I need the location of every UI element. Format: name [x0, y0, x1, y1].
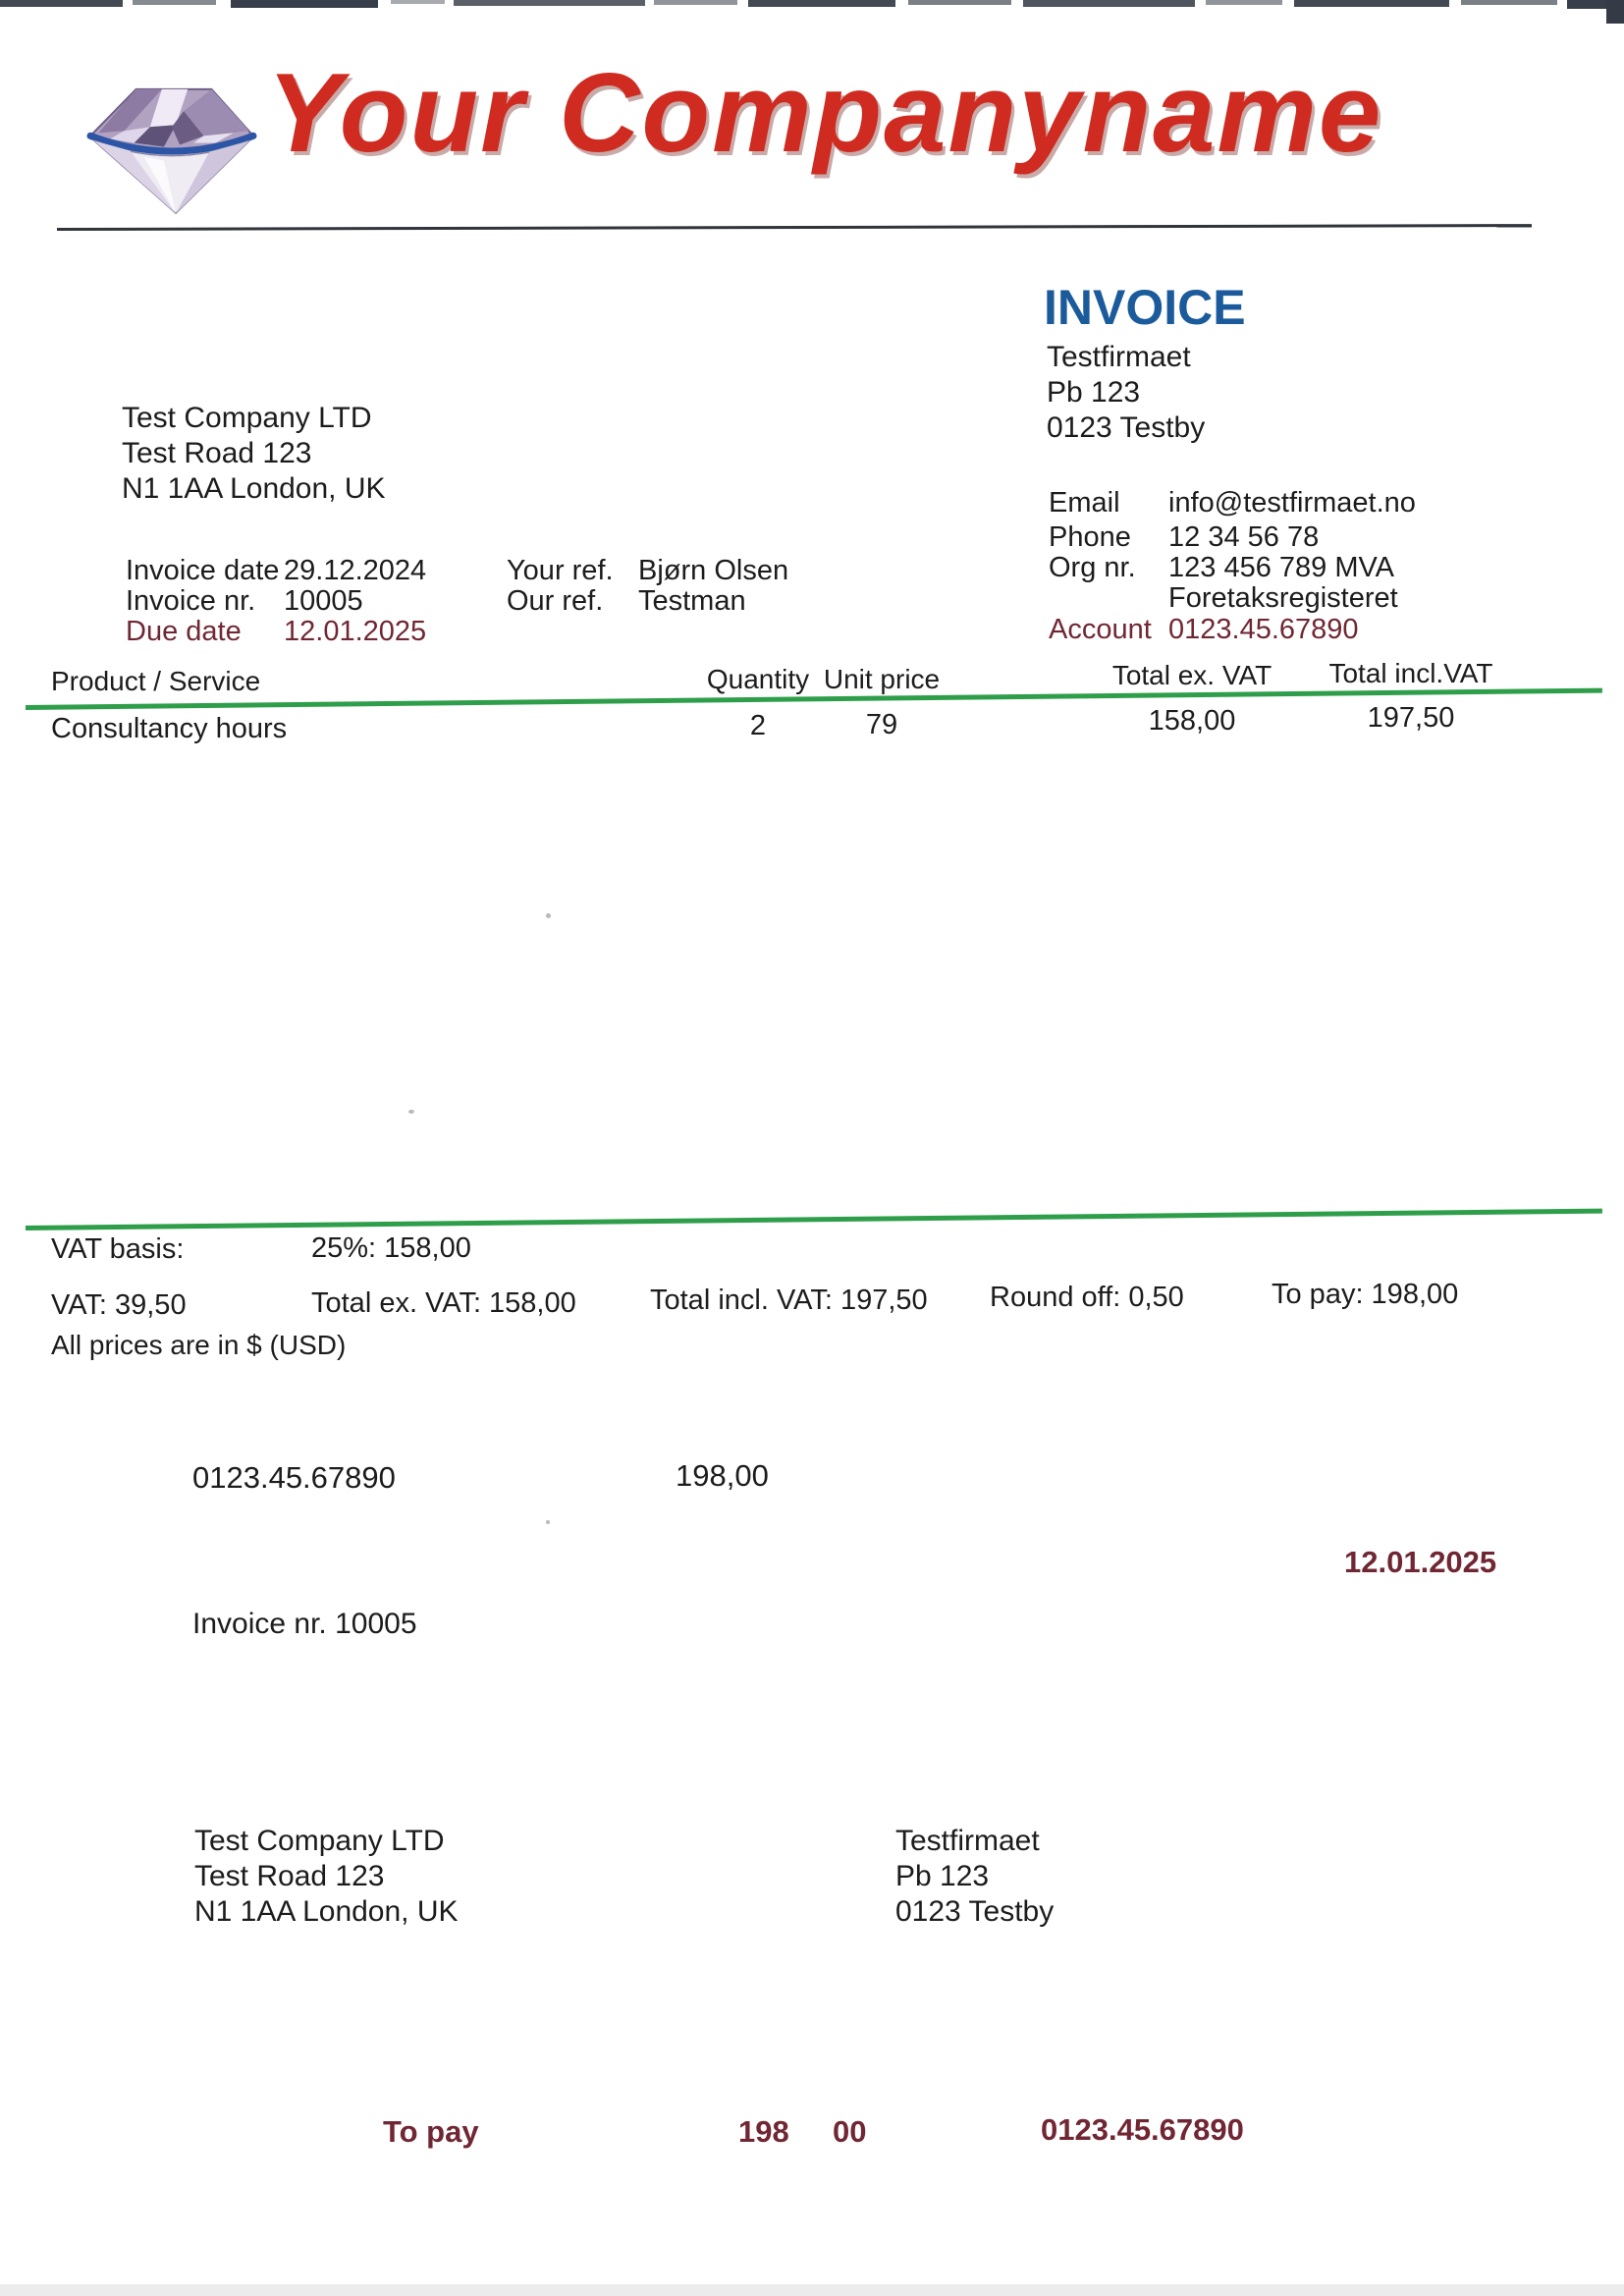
- contact-phone-label: Phone: [1049, 521, 1131, 553]
- slip-payee-name: Testfirmaet: [895, 1825, 1040, 1857]
- slip-payee-line2: 0123 Testby: [895, 1895, 1055, 1928]
- receiver-address-line2: 0123 Testby: [1047, 411, 1206, 444]
- scan-artifact-segment: [908, 0, 1011, 5]
- receiver-name: Testfirmaet: [1047, 341, 1191, 373]
- receiver-address-block: [1047, 340, 1205, 446]
- contact-orgnr-label: Org nr.: [1049, 552, 1136, 583]
- slip-payer-line1: Test Road 123: [194, 1860, 385, 1892]
- our-ref-label: Our ref.: [507, 585, 604, 617]
- col-header-quantity: Quantity: [706, 664, 810, 694]
- slip-payer-address-block: [194, 1824, 459, 1930]
- due-date-value: 12.01.2025: [284, 616, 427, 647]
- sender-address-line2: N1 1AA London, UK: [122, 472, 386, 505]
- scan-artifact-segment: [1567, 0, 1606, 9]
- diamond-logo-icon: [84, 81, 259, 216]
- round-off: Round off: 0,50: [990, 1282, 1184, 1313]
- scan-artifact-corner: [1606, 0, 1624, 24]
- vat-basis-label: VAT basis:: [51, 1233, 185, 1265]
- slip-payer-line2: N1 1AA London, UK: [194, 1895, 459, 1928]
- scan-artifact-segment: [454, 0, 645, 6]
- col-header-product-service: Product / Service: [51, 666, 261, 696]
- contact-email-value: info@testfirmaet.no: [1168, 487, 1416, 519]
- our-ref-value: Testman: [638, 585, 746, 617]
- due-date-label: Due date: [126, 616, 242, 647]
- payment-due-date: 12.01.2025: [1344, 1545, 1497, 1579]
- item-total-ex-vat: 158,00: [1148, 705, 1236, 737]
- slip-payee-address-block: [895, 1824, 1054, 1930]
- scan-artifact-segment: [748, 0, 895, 7]
- scan-artifact-segment: [654, 0, 737, 5]
- sender-address-block: [122, 401, 386, 507]
- scan-artifact-segment: [0, 0, 123, 7]
- scan-artifact-segment: [231, 0, 378, 8]
- item-product: Consultancy hours: [51, 713, 288, 744]
- sender-address-line1: Test Road 123: [122, 437, 312, 469]
- receiver-address-line1: Pb 123: [1047, 376, 1141, 409]
- invoice-title: INVOICE: [1044, 280, 1246, 335]
- vat-amount: VAT: 39,50: [51, 1289, 187, 1321]
- scan-artifact-segment: [1023, 0, 1195, 7]
- invoice-number-value: 10005: [284, 585, 363, 617]
- scan-artifact-segment: [1294, 0, 1449, 7]
- invoice-number-label: Invoice nr.: [126, 585, 256, 617]
- payment-invoice-ref: Invoice nr. 10005: [192, 1608, 417, 1640]
- slip-account-number: 0123.45.67890: [1041, 2112, 1244, 2147]
- contact-account-label: Account: [1049, 614, 1152, 645]
- slip-payer-name: Test Company LTD: [194, 1825, 445, 1857]
- item-quantity: 2: [749, 710, 767, 741]
- slip-payee-line1: Pb 123: [895, 1860, 990, 1892]
- your-ref-label: Your ref.: [507, 555, 614, 586]
- to-pay-total: To pay: 198,00: [1272, 1279, 1459, 1310]
- slip-to-pay-label: To pay: [383, 2114, 479, 2149]
- scan-dust-speck: [546, 1520, 550, 1524]
- scan-artifact-segment: [133, 0, 216, 5]
- scan-artifact-segment: [1461, 0, 1557, 5]
- sender-name: Test Company LTD: [122, 402, 372, 434]
- contact-phone-value: 12 34 56 78: [1168, 521, 1320, 553]
- contact-account-value: 0123.45.67890: [1168, 614, 1359, 645]
- company-name-text: Your Companyname: [267, 51, 1383, 176]
- invoice-date-label: Invoice date: [126, 555, 280, 586]
- vat-basis-value: 25%: 158,00: [311, 1232, 471, 1264]
- item-total-incl-vat: 197,50: [1367, 702, 1455, 734]
- scan-artifact-top-edge: [0, 0, 1624, 26]
- total-ex-vat: Total ex. VAT: 158,00: [311, 1287, 576, 1319]
- header-divider-line: [57, 224, 1532, 231]
- scan-artifact-segment: [1206, 0, 1282, 5]
- col-header-total-incl-vat: Total incl.VAT: [1328, 658, 1493, 688]
- contact-email-label: Email: [1049, 487, 1120, 519]
- scan-dust-speck: [546, 913, 551, 918]
- col-header-unit-price: Unit price: [823, 664, 941, 694]
- payment-account-number: 0123.45.67890: [192, 1460, 396, 1495]
- item-unit-price: 79: [865, 709, 898, 740]
- payment-amount: 198,00: [676, 1458, 769, 1493]
- col-header-total-ex-vat: Total ex. VAT: [1111, 660, 1272, 690]
- total-incl-vat: Total incl. VAT: 197,50: [650, 1285, 928, 1316]
- slip-amount-whole: 198: [738, 2114, 789, 2149]
- scan-artifact-segment: [391, 0, 445, 4]
- your-ref-value: Bjørn Olsen: [638, 555, 789, 586]
- scan-artifact-bottom-edge: [0, 2284, 1624, 2296]
- contact-orgnr-value: 123 456 789 MVA: [1168, 552, 1395, 583]
- contact-register-value: Foretaksregisteret: [1168, 582, 1398, 614]
- totals-divider-rule: [26, 1209, 1602, 1230]
- invoice-date-value: 29.12.2024: [284, 555, 427, 586]
- currency-note: All prices are in $ (USD): [51, 1330, 347, 1360]
- scan-dust-speck: [408, 1110, 414, 1114]
- slip-amount-decimals: 00: [833, 2114, 867, 2149]
